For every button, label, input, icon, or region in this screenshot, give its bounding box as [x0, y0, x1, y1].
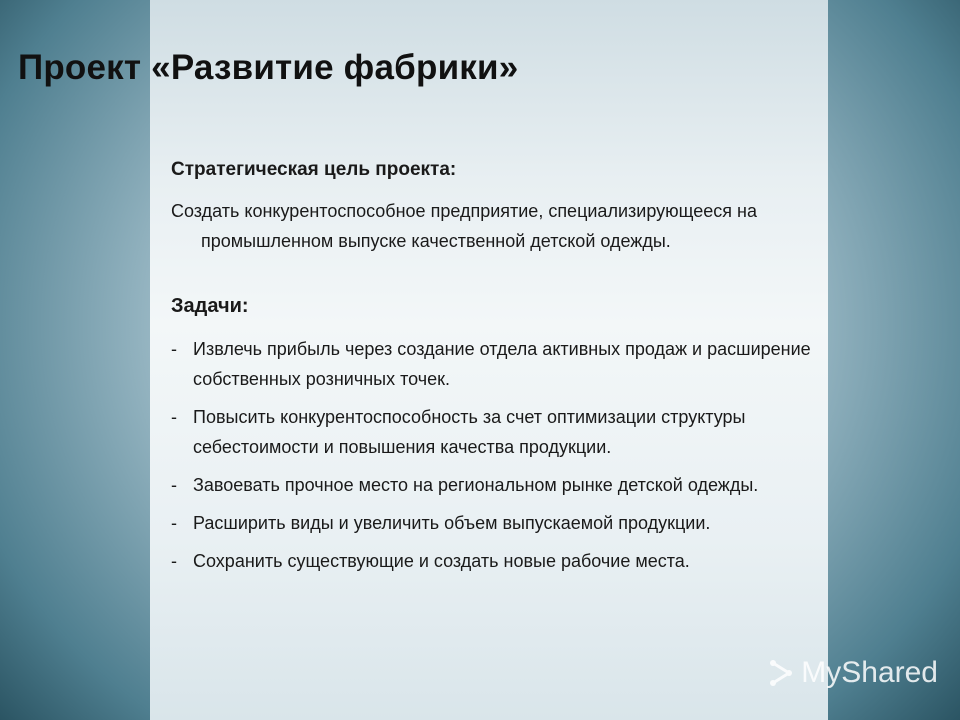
slide-body [171, 156, 821, 584]
page-title: Проект «Развитие фабрики» [18, 48, 519, 87]
goal-text: Создать конкурентоспособное предприятие, специализирующееся на промышленном выпуске качественной детской одежды. [171, 201, 757, 251]
task-list [171, 334, 821, 576]
watermark [765, 656, 938, 690]
tasks-heading: Задачи: [171, 295, 249, 317]
task-item [171, 402, 821, 462]
task-dash: - [171, 475, 177, 495]
task-item [171, 470, 821, 500]
goal-heading: Стратегическая цель проекта: [171, 159, 457, 180]
myshared-logo-icon [765, 658, 795, 688]
watermark-text: MyShared [801, 656, 938, 689]
task-dash: - [171, 551, 177, 571]
task-item [171, 508, 821, 538]
task-text: Извлечь прибыль через создание отдела активных продаж и расширение собственных розничных точек. [193, 339, 811, 389]
task-item [171, 334, 821, 394]
task-text: Сохранить существующие и создать новые рабочие места. [193, 551, 690, 571]
task-dash: - [171, 407, 177, 427]
task-dash: - [171, 513, 177, 533]
task-item [171, 546, 821, 576]
task-text: Завоевать прочное место на региональном рынке детской одежды. [193, 475, 759, 495]
task-text: Повысить конкурентоспособность за счет оптимизации структуры себестоимости и повышения качества продукции. [193, 407, 746, 457]
task-dash: - [171, 339, 177, 359]
task-text: Расширить виды и увеличить объем выпускаемой продукции. [193, 513, 711, 533]
